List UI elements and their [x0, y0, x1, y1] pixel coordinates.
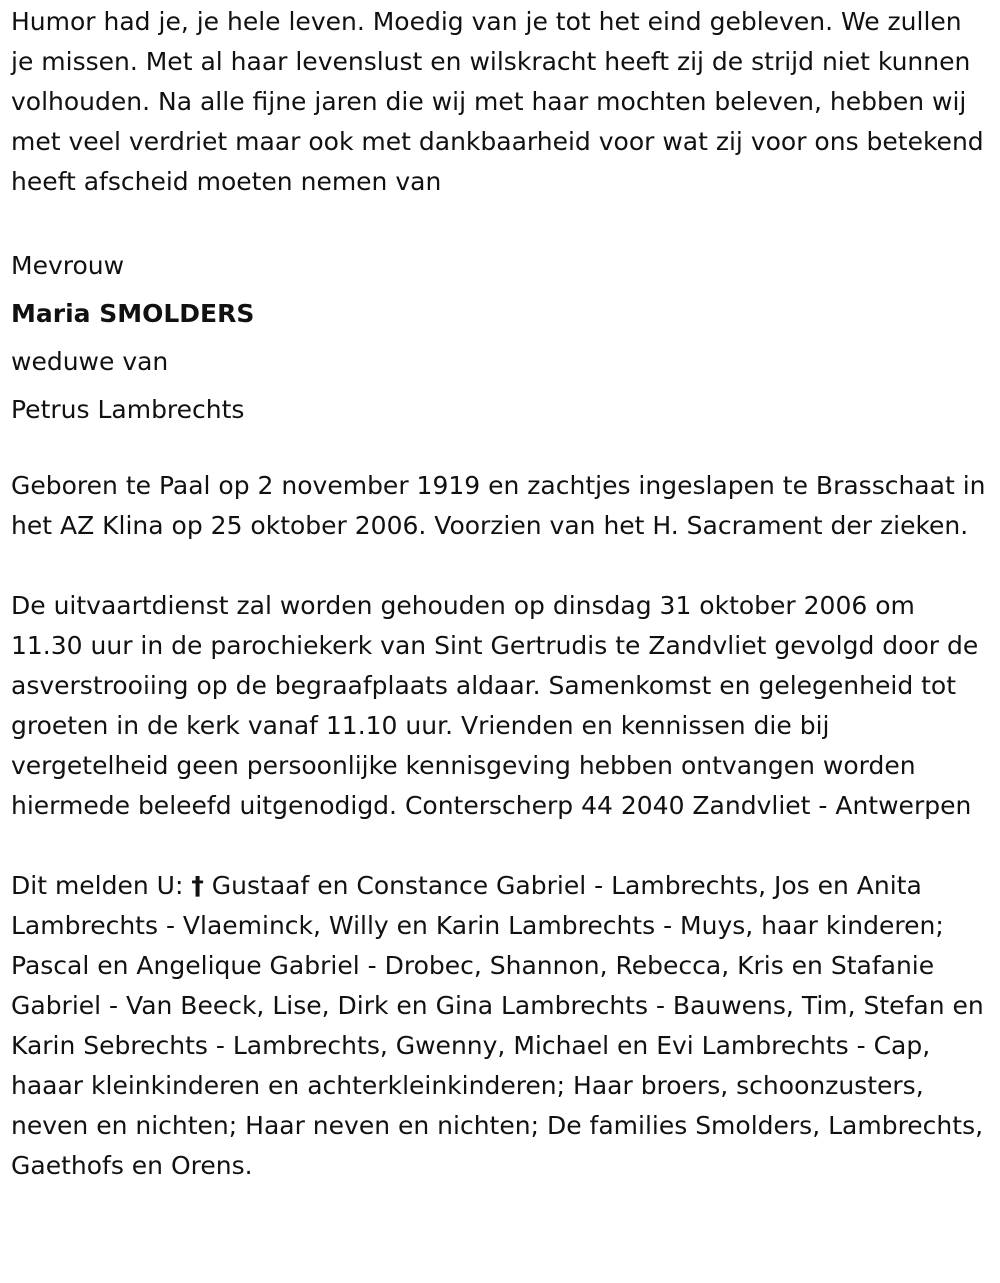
cross-icon: † — [191, 871, 204, 900]
announcement-text: Gustaaf en Constance Gabriel - Lambrechts, Jos en Anita Lambrechts - Vlaeminck, Willy en Karin Lambrechts - Muys, haar kinderen; Pascal en Angelique Gabriel - Drobec, Shannon, Rebecca, Kris en Stafanie Gabriel - Van Beeck, Lise, Dirk en Gina Lambrechts - Bauwens, Tim, Stefan en Karin Sebrechts - Lambrechts, Gwenny, Michael en Evi Lambrechts - Cap, haaar kleinkinderen en achterkleinkinderen; Haar broers, schoonzusters, neven en nichten; Haar neven en nichten; De families Smolders, Lambrechts, Gaethofs en Orens. — [11, 871, 984, 1180]
funeral-paragraph: De uitvaartdienst zal worden gehouden op dinsdag 31 oktober 2006 om 11.30 uur in de parochiekerk van Sint Gertrudis te Zandvliet gevolgd door de asverstrooiing op de begraafplaats aldaar. Samenkomst en gelegenheid tot groeten in de kerk vanaf 11.10 uur. Vrienden en kennissen die bij vergetelheid geen persoonlijke kennisgeving hebben ontvangen worden hiermede beleefd uitgenodigd. Conterscherp 44 2040 Zandvliet - Antwerpen — [11, 591, 979, 820]
spacer — [11, 826, 991, 866]
deceased-name: Maria SMOLDERS — [11, 299, 255, 328]
spacer — [11, 202, 991, 242]
obituary-text — [11, 2, 991, 1186]
spouse-name: Petrus Lambrechts — [11, 395, 245, 424]
announcement-prefix: Dit melden U: — [11, 871, 184, 900]
spacer — [11, 546, 991, 586]
birth-death-paragraph: Geboren te Paal op 2 november 1919 en zachtjes ingeslapen te Brasschaat in het AZ Klina op 25 oktober 2006. Voorzien van het H. Sacrament der zieken. — [11, 471, 986, 540]
announcement-paragraph — [11, 866, 991, 1186]
relation-label: weduwe van — [11, 347, 169, 376]
spacer — [11, 434, 991, 466]
salutation: Mevrouw — [11, 251, 125, 280]
intro-paragraph: Humor had je, je hele leven. Moedig van je tot het eind gebleven. We zullen je missen. Met al haar levenslust en wilskracht heeft zij de strijd niet kunnen volhouden. Na alle fijne jaren die wij met haar mochten beleven, hebben wij met veel verdriet maar ook met dankbaarheid voor wat zij voor ons betekend heeft afscheid moeten nemen van — [11, 7, 984, 196]
